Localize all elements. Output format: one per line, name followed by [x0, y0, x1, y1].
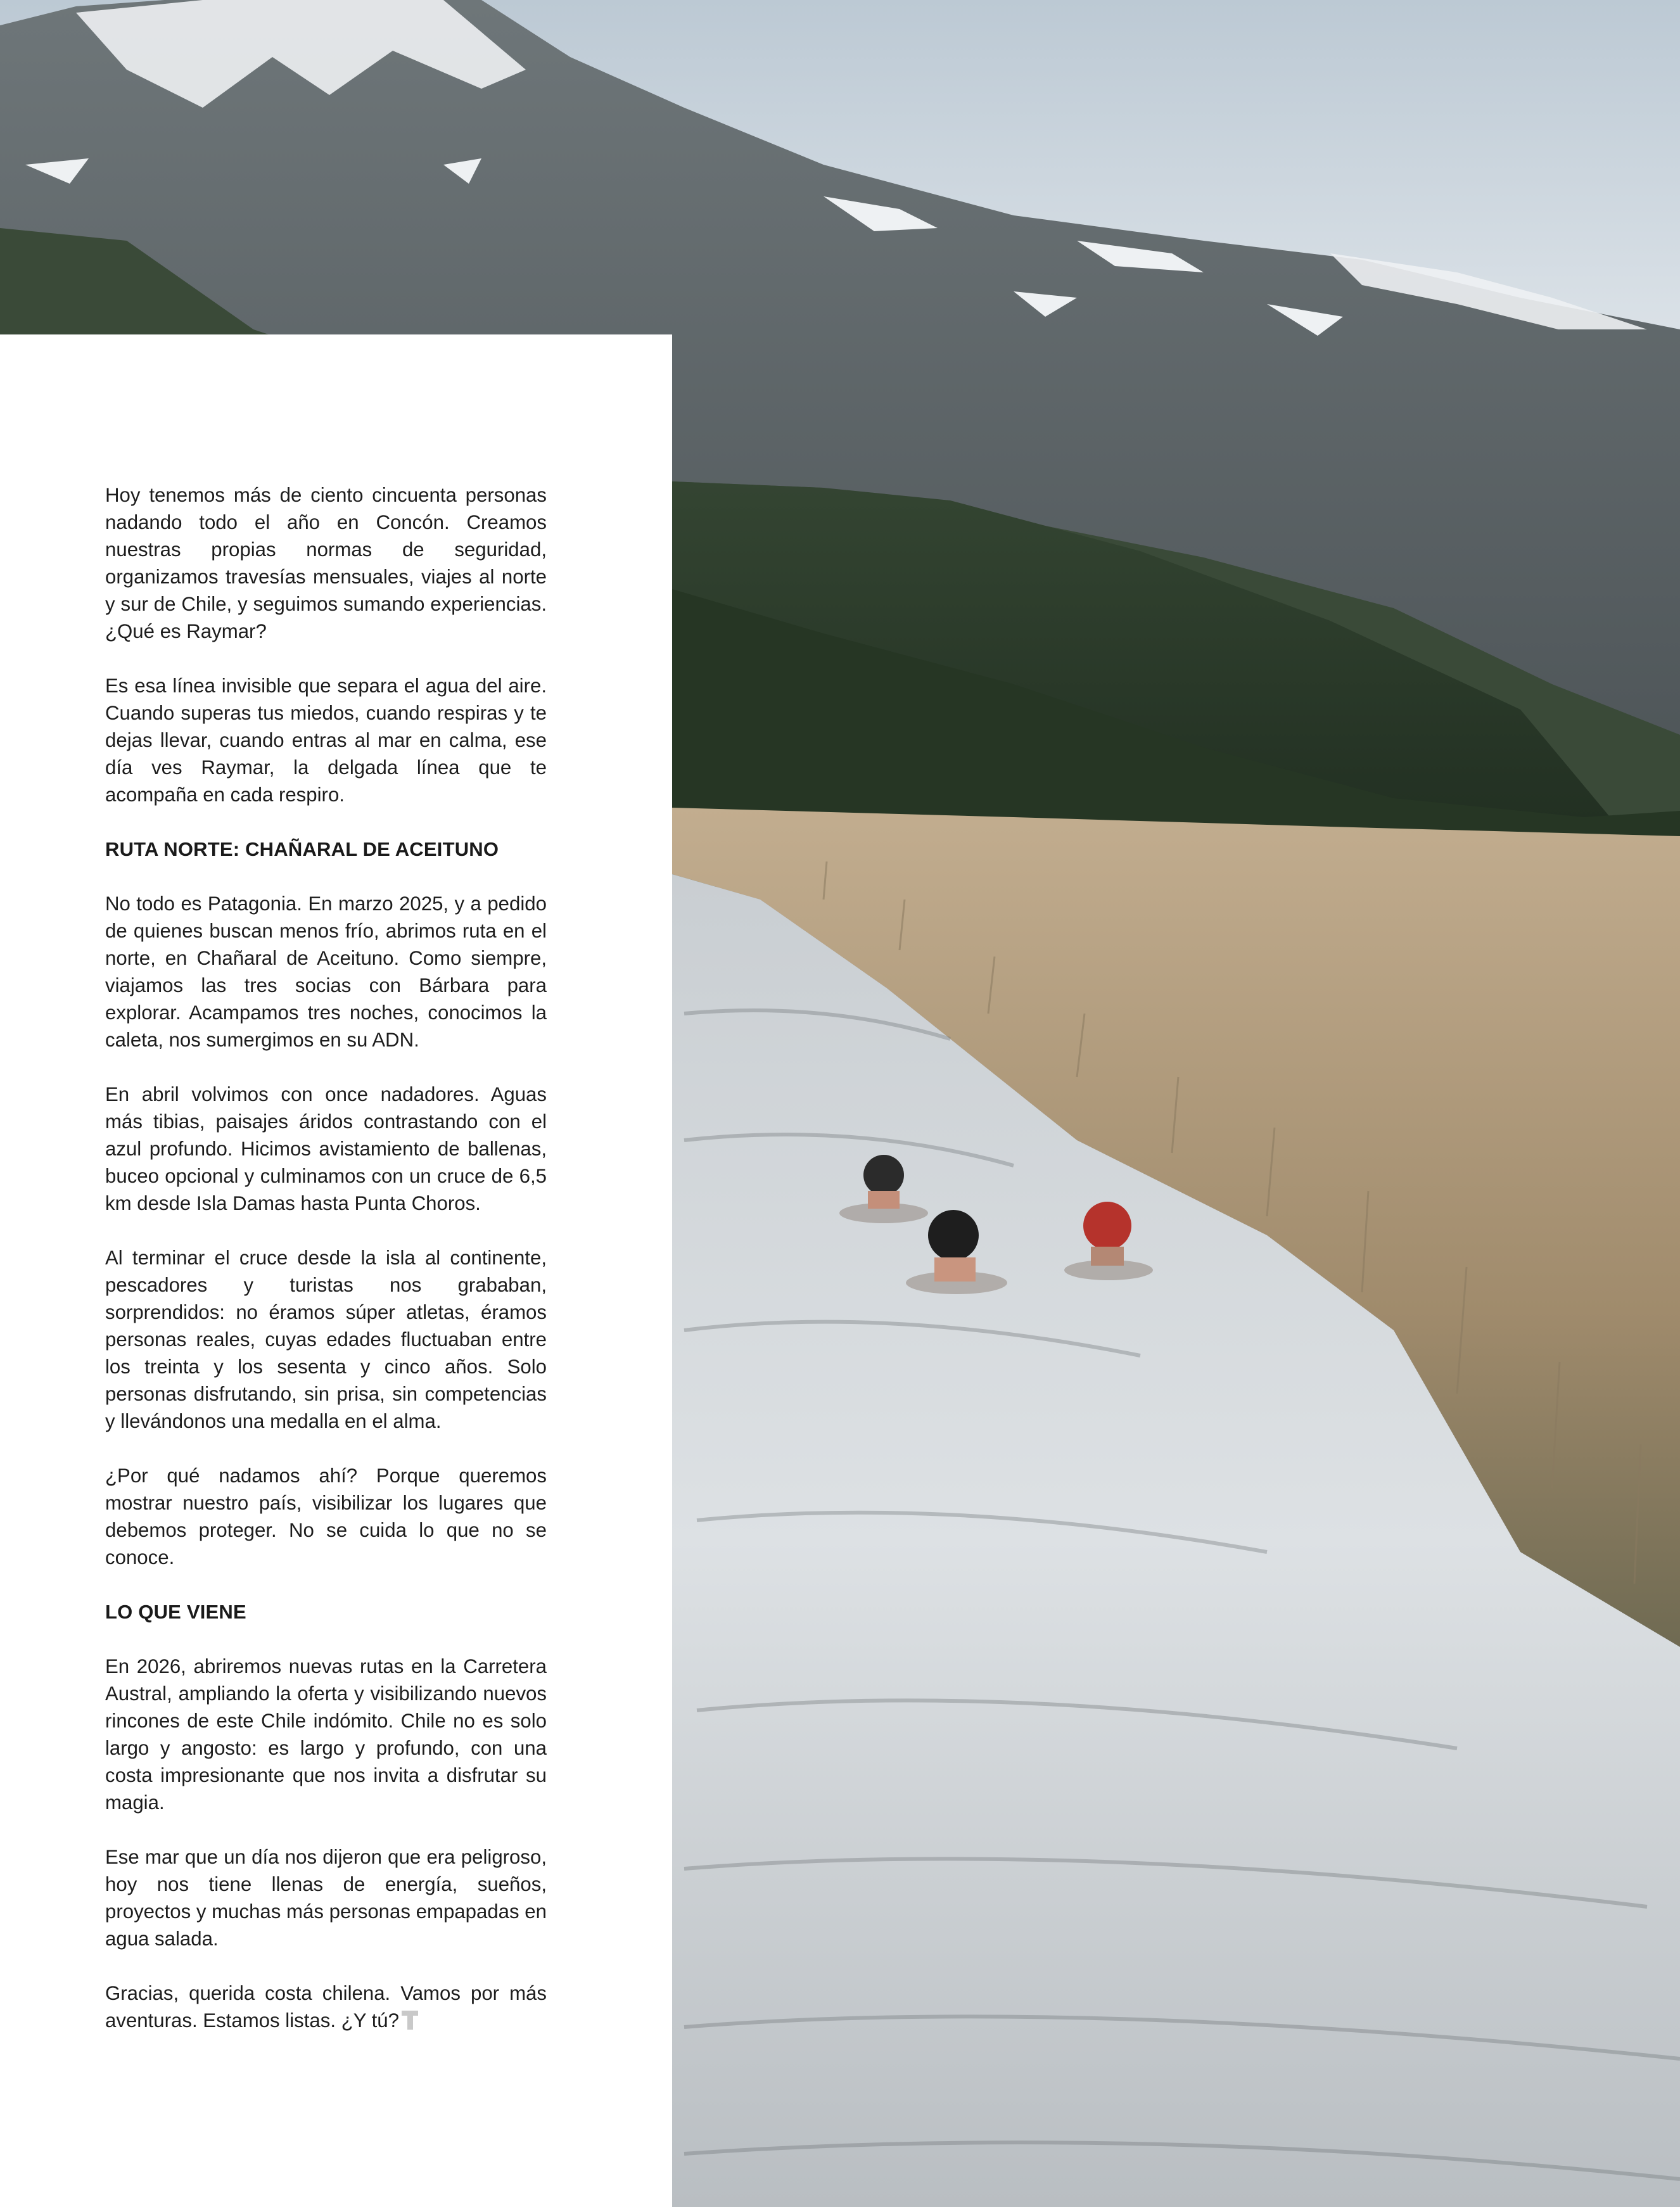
section-heading-lo-que-viene: LO QUE VIENE [105, 1601, 246, 1623]
paragraph: En abril volvimos con once nadadores. Aguas más tibias, paisajes áridos contrastando con el azul profundo. Hicimos avistamiento de ballenas, buceo opcional y culminamos con un cruce de 6,5 km desde Isla Damas hasta Punta Choros. [105, 1083, 547, 1214]
paragraph: No todo es Patagonia. En marzo 2025, y a pedido de quienes buscan menos frío, abrimos ruta en el norte, en Chañaral de Aceituno. Como siempre, viajamos las tres socias con Bárbara para explorar. Acampamos tres noches, conocimos la caleta, nos sumergimos en su ADN. [105, 893, 547, 1051]
article-body [105, 481, 547, 2034]
section-heading-ruta-norte: RUTA NORTE: CHAÑARAL DE ACEITUNO [105, 838, 499, 860]
closing-paragraph [105, 1980, 547, 2034]
paragraph: Al terminar el cruce desde la isla al continente, pescadores y turistas nos grababan, sorprendidos: no éramos súper atletas, éramos personas reales, cuyas edades fluctuaban entre los treinta y los sesenta y cinco años. Solo personas disfrutando, sin prisa, sin competencias y llevándonos una medalla en el alma. [105, 1247, 547, 1432]
paragraph: Ese mar que un día nos dijeron que era peligroso, hoy nos tiene llenas de energía, sueños, proyectos y muchas más personas empapadas en agua salada. [105, 1846, 547, 1950]
closing-text: Gracias, querida costa chilena. Vamos por más aventuras. Estamos listas. ¿Y tú? [105, 1982, 547, 2032]
paragraph: Hoy tenemos más de ciento cincuenta personas nadando todo el año en Concón. Creamos nuestras propias normas de seguridad, organizamos travesías mensuales, viajes al norte y sur de Chile, y seguimos sumando experiencias. ¿Qué es Raymar? [105, 484, 547, 642]
text-panel [0, 334, 672, 2207]
paragraph: Es esa línea invisible que separa el agua del aire. Cuando superas tus miedos, cuando respiras y te dejas llevar, cuando entras al mar en calma, ese día ves Raymar, la delgada línea que te acompaña en cada respiro. [105, 675, 547, 806]
end-of-article-icon [402, 2011, 418, 2030]
paragraph: ¿Por qué nadamos ahí? Porque queremos mostrar nuestro país, visibilizar los lugares que debemos proteger. No se cuida lo que no se conoce. [105, 1465, 547, 1568]
paragraph: En 2026, abriremos nuevas rutas en la Carretera Austral, ampliando la oferta y visibilizando nuevos rincones de este Chile indómito. Chile no es solo largo y angosto: es largo y profundo, con una costa impresionante que nos invita a disfrutar su magia. [105, 1655, 547, 1814]
